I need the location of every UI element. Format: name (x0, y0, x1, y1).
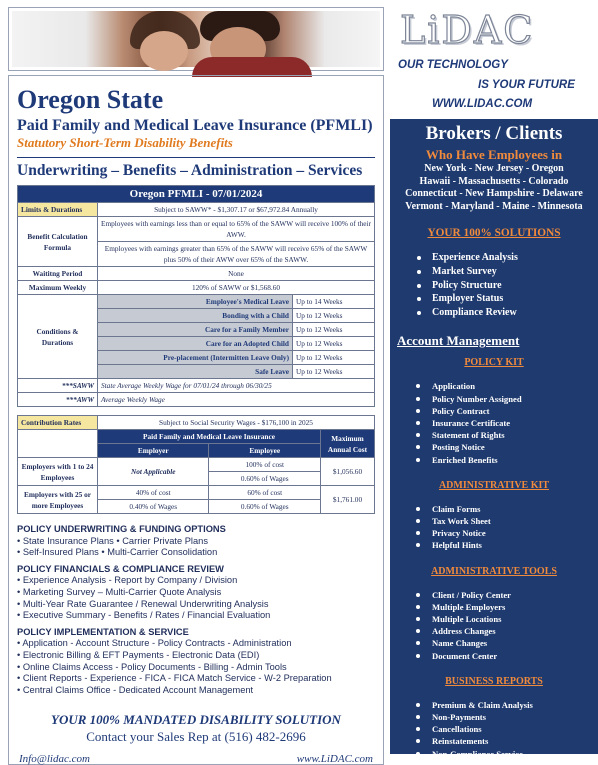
couple-photo-image (12, 11, 380, 67)
who-heading: Who Have Employees in (425, 147, 563, 162)
tagline-1: OUR TECHNOLOGY (398, 59, 508, 71)
states-line: New York - New Jersey - Oregon (424, 163, 564, 174)
email-link[interactable]: Info@lidac.com (19, 753, 90, 765)
states-line: Hawaii - Massachusetts - Colorado (419, 175, 569, 187)
lidac-logo: LiDAC (400, 8, 535, 52)
policy-sections (17, 524, 375, 696)
list-item: Tax Work Sheet (390, 515, 598, 527)
row2-employee-a: 60% of cost (209, 486, 321, 500)
page-subtitle: Paid Family and Medical Leave Insurance (PFMLI) (17, 117, 373, 134)
admin-tools-heading: ADMINISTRATIVE TOOLS (431, 565, 557, 577)
impl-heading: POLICY IMPLEMENTATION & SERVICE (17, 626, 189, 637)
aww-definition: Average Weekly Wage (98, 393, 375, 407)
list-item: Claim Forms (390, 503, 598, 515)
list-item: Multiple Employers (390, 601, 598, 613)
policy-kit-list (390, 380, 598, 465)
solutions-heading: YOUR 100% SOLUTIONS (427, 227, 561, 240)
uw-heading: POLICY UNDERWRITING & FUNDING OPTIONS (17, 524, 226, 534)
row2-employer-a: 40% of cost (98, 486, 209, 500)
row1-employee-a: 100% of cost (209, 458, 321, 472)
condition-name: Care for an Adopted Child (98, 337, 293, 351)
fin-line: • Multi-Year Rate Guarantee / Renewal Underwriting Analysis (17, 598, 269, 609)
employer-header: Employer (98, 444, 209, 458)
limits-value: Subject to SAWW* - $1,307.17 or $67,972.84 Annually (98, 203, 375, 217)
list-item: Cancellations (390, 723, 598, 735)
pfmli-table (17, 185, 375, 407)
condition-duration: Up to 12 Weeks (293, 351, 375, 365)
main-content (8, 75, 384, 765)
page-title: Oregon State (17, 85, 164, 114)
max-weekly-value: 120% of SAWW or $1,568.60 (98, 281, 375, 295)
website-tagline[interactable]: WWW.LIDAC.COM (432, 98, 533, 110)
list-item: Policy Number Assigned (390, 393, 598, 405)
admin-kit-heading: ADMINISTRATIVE KIT (438, 479, 550, 491)
list-item: Policy Contract (390, 405, 598, 417)
formula-1: Employees with earnings less than or equal to 65% of the SAWW will receive 100% of their AWW. (98, 217, 375, 242)
list-item: Privacy Notice (390, 527, 598, 539)
tagline-2: IS YOUR FUTURE (478, 79, 575, 91)
condition-name: Pre-placement (Intermitten Leave Only) (98, 351, 293, 365)
formula-2: Employees with earnings greater than 65% of the SAWW will receive 65% of the SAWW plus 50% of their AWW over 65% of the SAWW. (98, 242, 375, 267)
rates-label: Contribution Rates (18, 416, 98, 430)
business-reports-heading: BUSINESS REPORTS (445, 675, 543, 687)
list-item: Non-Payments (390, 711, 598, 723)
impl-line: • Electronic Billing & EFT Payments - Electronic Data (EDI) (17, 649, 260, 660)
fin-line: • Executive Summary - Benefits / Rates / Financial Evaluation (17, 610, 271, 621)
saww-definition: State Average Weekly Wage for 07/01/24 through 06/30/25 (98, 379, 375, 393)
impl-line: • Application - Account Structure - Policy Contracts - Administration (17, 638, 292, 649)
rates-value: Subject to Social Security Wages - $176,100 in 2025 (98, 416, 375, 430)
limits-label: Limits & Durations (18, 203, 98, 217)
list-item: Client / Policy Center (390, 589, 598, 601)
contribution-table (17, 415, 375, 514)
employee-header: Employee (209, 444, 321, 458)
aww-label: ***AWW (18, 393, 98, 407)
condition-name: Employee's Medical Leave (98, 295, 293, 309)
row2-max: $1,761.00 (321, 486, 375, 514)
list-item: Posting Notice (390, 441, 598, 453)
waiting-value: None (98, 267, 375, 281)
account-management-heading: Account Management (397, 333, 520, 349)
fin-line: • Marketing Survey – Multi-Carrier Quote Analysis (17, 586, 222, 597)
section-heading: Underwriting – Benefits – Administration – Services (17, 162, 363, 179)
states-line: Connecticut - New Hampshire - Delaware (405, 188, 583, 200)
policy-kit-heading: POLICY KIT (464, 357, 524, 369)
contact-line: Contact your Sales Rep at (516) 482-2696 (86, 729, 306, 745)
row1-max: $1,056.60 (321, 458, 375, 486)
row2-label: Employers with 25 or more Employees (18, 486, 98, 514)
condition-duration: Up to 14 Weeks (293, 295, 375, 309)
list-item: Name Changes (390, 637, 598, 649)
row1-label: Employers with 1 to 24 Employees (18, 458, 98, 486)
pfml-header: Paid Family and Medical Leave Insurance (98, 430, 321, 444)
list-item: Compliance Review (390, 306, 598, 320)
impl-line: • Central Claims Office - Dedicated Account Management (17, 684, 254, 695)
list-item: Address Changes (390, 625, 598, 637)
impl-line: • Client Reports - Experience - FICA - FICA Match Service - W-2 Preparation (17, 673, 332, 684)
list-item: Enriched Benefits (390, 454, 598, 466)
list-item: Statement of Rights (390, 429, 598, 441)
saww-label: ***SAWW (18, 379, 98, 393)
uw-line: • Self-Insured Plans • Multi-Carrier Consolidation (17, 547, 218, 558)
list-item: Reinstatements (390, 735, 598, 747)
condition-name: Bonding with a Child (98, 309, 293, 323)
condition-name: Care for a Family Member (98, 323, 293, 337)
brokers-panel (390, 119, 598, 759)
condition-duration: Up to 12 Weeks (293, 323, 375, 337)
list-item: Application (390, 380, 598, 392)
business-reports-list (390, 699, 598, 760)
fin-heading: POLICY FINANCIALS & COMPLIANCE REVIEW (17, 563, 224, 574)
list-item: Helpful Hints (390, 539, 598, 551)
mandate-heading: YOUR 100% MANDATED DISABILITY SOLUTION (51, 712, 341, 728)
list-item: Experience Analysis (390, 251, 598, 265)
list-item: Multiple Locations (390, 613, 598, 625)
max-cost-header: Maximum Annual Cost (321, 430, 375, 458)
waiting-label: Waititng Period (18, 267, 98, 281)
row1-employer: Not Applicable (98, 458, 209, 486)
divider (17, 157, 375, 158)
fin-line: • Experience Analysis - Report by Company / Division (17, 575, 238, 586)
list-item: Document Center (390, 650, 598, 662)
list-item: Employer Status (390, 292, 598, 306)
brokers-heading: Brokers / Clients (425, 123, 563, 144)
condition-duration: Up to 12 Weeks (293, 309, 375, 323)
header-photo (8, 7, 384, 71)
impl-line: • Online Claims Access - Policy Documents - Billing - Admin Tools (17, 661, 287, 672)
admin-kit-list (390, 503, 598, 552)
table-title: Oregon PFMLI - 07/01/2024 (18, 186, 375, 203)
conditions-label: Conditions & Durations (18, 295, 98, 379)
states-line: Vermont - Maryland - Maine - Minnesota (405, 200, 583, 212)
row2-employee-b: 0.60% of Wages (209, 500, 321, 514)
condition-name: Safe Leave (98, 365, 293, 379)
list-item: Policy Structure (390, 279, 598, 293)
row1-employee-b: 0.60% of Wages (209, 472, 321, 486)
formula-label: Benefit Calculation Formula (18, 217, 98, 267)
website-link[interactable]: www.LiDAC.com (296, 753, 373, 765)
list-item: Premium & Claim Analysis (390, 699, 598, 711)
list-item: Non-Compliance Service (390, 748, 598, 760)
uw-line: • State Insurance Plans • Carrier Private Plans (17, 535, 208, 546)
solutions-list (390, 251, 598, 319)
condition-duration: Up to 12 Weeks (293, 337, 375, 351)
list-item: Insurance Certificate (390, 417, 598, 429)
row2-employer-b: 0.40% of Wages (98, 500, 209, 514)
page-subtitle-2: Statutory Short-Term Disability Benefits (17, 135, 233, 150)
admin-tools-list (390, 589, 598, 662)
max-weekly-label: Maximum Weekly (18, 281, 98, 295)
list-item: Market Survey (390, 265, 598, 279)
condition-duration: Up to 12 Weeks (293, 365, 375, 379)
footer-links (17, 753, 375, 765)
